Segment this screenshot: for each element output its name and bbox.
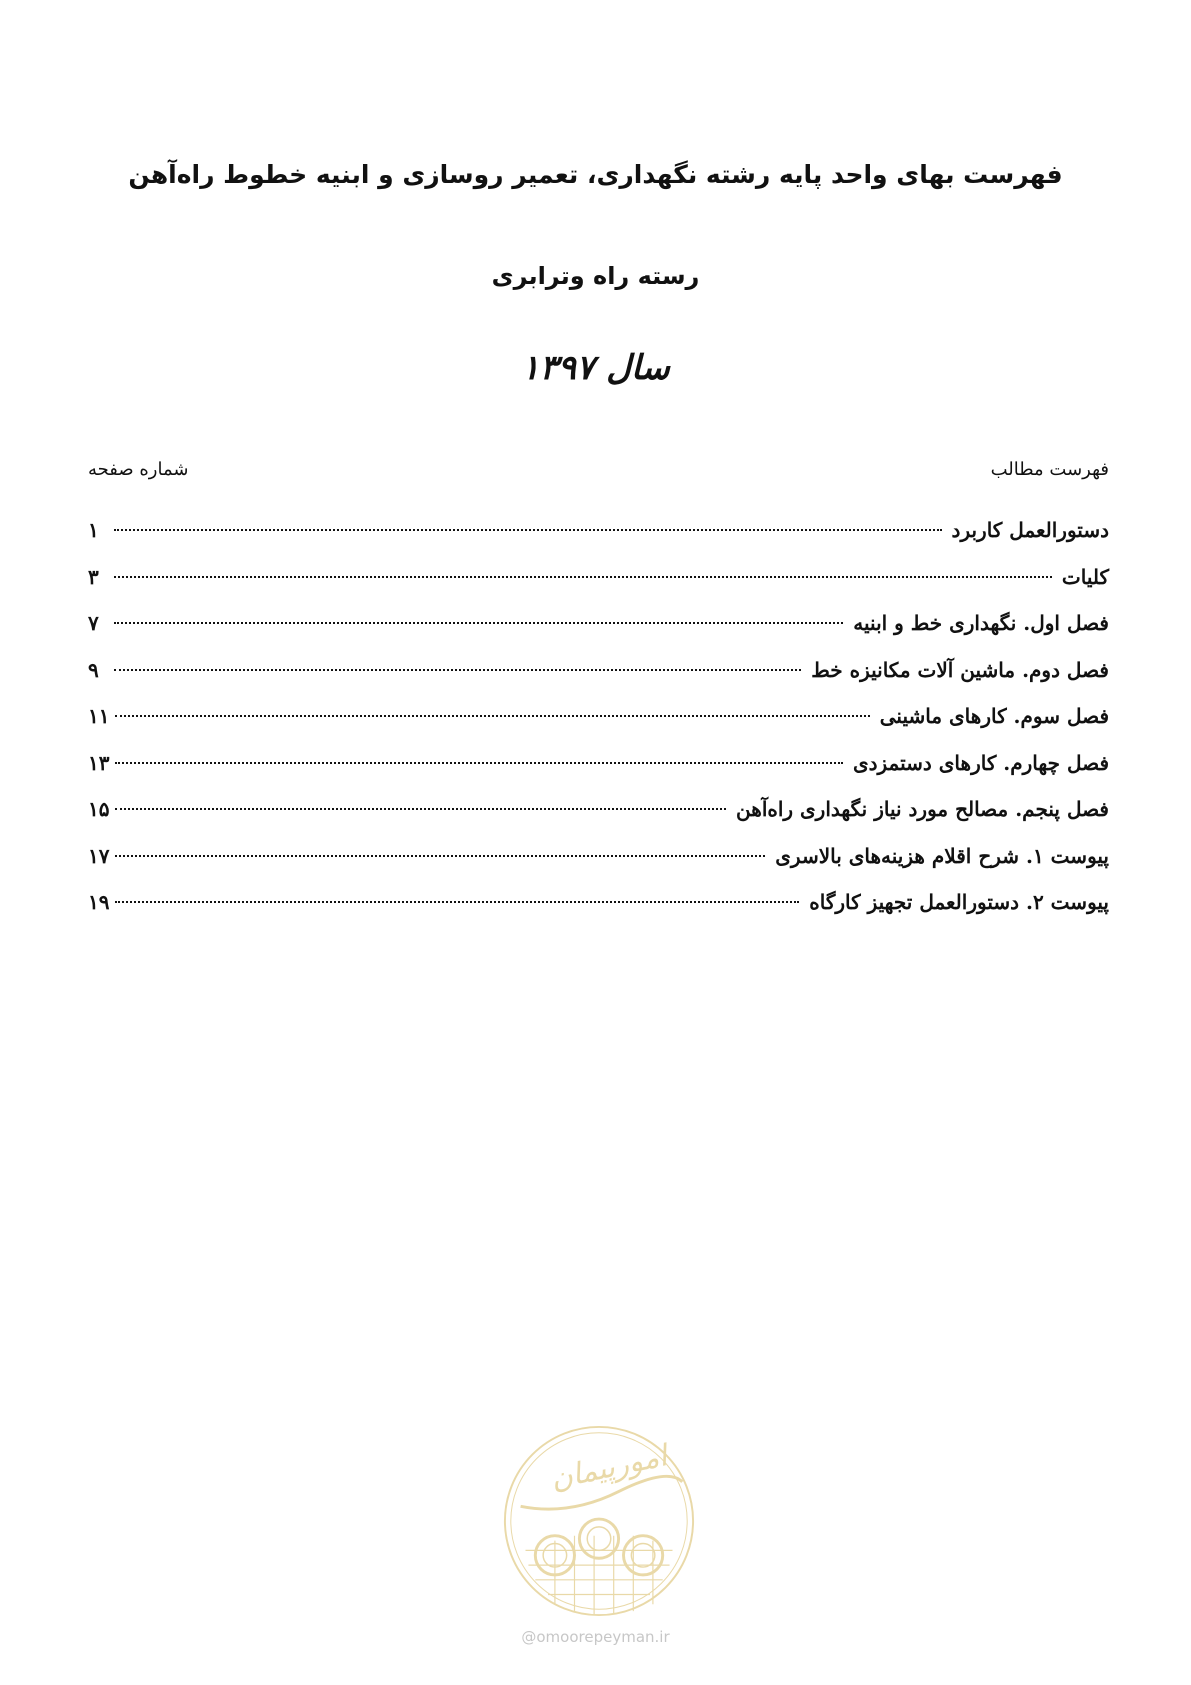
leader-dots bbox=[115, 715, 869, 717]
toc-item-label: فصل چهارم. کارهای دستمزدی bbox=[852, 750, 1109, 775]
toc-item-label: فصل دوم. ماشین آلات مکانیزه خط bbox=[811, 657, 1109, 682]
watermark-website: @omoorepeyman.ir bbox=[521, 1628, 670, 1646]
toc-item-label: فصل سوم. کارهای ماشینی bbox=[879, 704, 1109, 728]
leader-dots bbox=[114, 622, 843, 624]
toc-item[interactable] bbox=[88, 565, 1109, 612]
page-number-heading: شماره صفحه bbox=[88, 459, 189, 480]
leader-dots bbox=[114, 529, 942, 531]
toc-item-page: ۱۳ bbox=[88, 750, 110, 775]
watermark-logo-icon bbox=[501, 1423, 697, 1619]
toc-item[interactable] bbox=[88, 890, 1109, 937]
toc-item-label: فصل پنجم. مصالح مورد نیاز نگهداری راه‌آهن bbox=[736, 797, 1109, 821]
watermark-logo-text: امورپیمان bbox=[547, 1438, 670, 1497]
year-title: سال ۱۳۹۷ bbox=[521, 348, 670, 388]
subtitle: رسته راه وترابری bbox=[491, 262, 700, 290]
toc-item[interactable] bbox=[88, 518, 1109, 565]
toc-item-page: ۱۹ bbox=[88, 890, 110, 914]
toc-item-label: دستورالعمل کاربرد bbox=[951, 518, 1109, 542]
leader-dots bbox=[115, 901, 799, 903]
toc-item[interactable] bbox=[88, 751, 1109, 798]
toc-item[interactable] bbox=[88, 658, 1109, 705]
toc-item-page: ۱۱ bbox=[88, 704, 110, 728]
toc-item-page: ۹ bbox=[88, 657, 99, 682]
toc-item-page: ۱ bbox=[88, 518, 99, 542]
leader-dots bbox=[114, 576, 1052, 578]
toc-item-label: کلیات bbox=[1061, 564, 1109, 589]
toc-header bbox=[88, 459, 1109, 480]
toc-item-page: ۷ bbox=[88, 611, 99, 635]
table-of-contents bbox=[88, 518, 1109, 937]
toc-item-page: ۱۵ bbox=[88, 797, 110, 821]
toc-heading: فهرست مطالب bbox=[990, 459, 1109, 480]
main-title: فهرست بهای واحد پایه رشته نگهداری، تعمیر روسازی و ابنیه خطوط راه‌آهن bbox=[128, 160, 1063, 189]
toc-item[interactable] bbox=[88, 704, 1109, 751]
leader-dots bbox=[115, 855, 765, 857]
toc-item-label: پیوست ۱. شرح اقلام هزینه‌های بالاسری bbox=[775, 843, 1109, 868]
toc-item[interactable] bbox=[88, 797, 1109, 844]
toc-item[interactable] bbox=[88, 611, 1109, 658]
toc-item[interactable] bbox=[88, 844, 1109, 891]
leader-dots bbox=[115, 762, 842, 764]
leader-dots bbox=[115, 808, 726, 810]
leader-dots bbox=[114, 669, 801, 671]
toc-item-label: پیوست ۲. دستورالعمل تجهیز کارگاه bbox=[809, 890, 1109, 914]
toc-item-label: فصل اول. نگهداری خط و ابنیه bbox=[853, 611, 1109, 635]
toc-item-page: ۳ bbox=[88, 564, 99, 589]
toc-item-page: ۱۷ bbox=[88, 843, 110, 868]
